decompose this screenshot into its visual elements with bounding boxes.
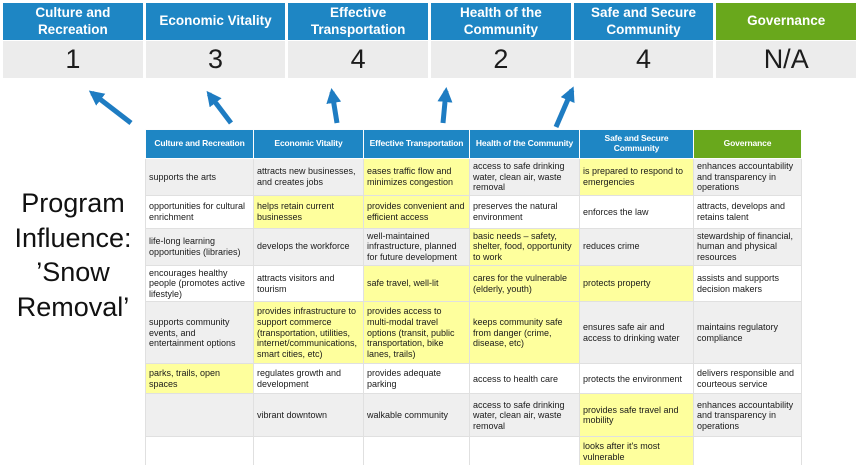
category-score-5: N/A	[716, 41, 856, 78]
matrix-cell-r2-c5: enforces the law	[580, 195, 694, 228]
matrix-cell-r3-c2: develops the workforce	[254, 228, 364, 265]
matrix-column-header-5: Governance	[694, 130, 802, 159]
matrix-row-6	[146, 364, 802, 394]
category-score-0: 1	[3, 41, 143, 78]
matrix-cell-r1-c6: enhances accountability and transparency in operations	[694, 159, 802, 196]
matrix-cell-r2-c1: opportunities for cultural enrichment	[146, 195, 254, 228]
arrow-health-community	[443, 91, 446, 123]
matrix-cell-r6-c4: access to health care	[470, 364, 580, 394]
arrow-safe-secure	[556, 90, 572, 127]
matrix-cell-r5-c5: ensures safe air and access to drinking water	[580, 302, 694, 364]
matrix-cell-r1-c1: supports the arts	[146, 159, 254, 196]
category-score-3: 2	[431, 41, 571, 78]
category-score-2: 4	[288, 41, 428, 78]
matrix-cell-r2-c6: attracts, develops and retains talent	[694, 195, 802, 228]
arrow-effective-transportation	[332, 92, 337, 123]
matrix-cell-r7-c4: access to safe drinking water, clean air, waste removal	[470, 394, 580, 437]
score-band-headers	[3, 3, 856, 40]
score-band-scores	[3, 41, 856, 78]
matrix-cell-r6-c6: delivers responsible and courteous service	[694, 364, 802, 394]
matrix-cell-r7-c1	[146, 394, 254, 437]
matrix-cell-r1-c5: is prepared to respond to emergencies	[580, 159, 694, 196]
matrix-cell-r5-c2: provides infrastructure to support commerce (transportation, utilities, internet/communications, smart cities, etc)	[254, 302, 364, 364]
matrix-column-header-4: Safe and Secure Community	[580, 130, 694, 159]
matrix-column-header-0: Culture and Recreation	[146, 130, 254, 159]
matrix-cell-r5-c4: keeps community safe from danger (crime, disease, etc)	[470, 302, 580, 364]
matrix-cell-r3-c1: life-long learning opportunities (libraries)	[146, 228, 254, 265]
matrix-cell-r4-c1: encourages healthy people (promotes active lifestyle)	[146, 265, 254, 302]
matrix-column-header-1: Economic Vitality	[254, 130, 364, 159]
category-score-1: 3	[146, 41, 286, 78]
matrix-cell-r8-c5: looks after it's most vulnerable	[580, 437, 694, 465]
matrix-cell-r3-c6: stewardship of financial, human and physical resources	[694, 228, 802, 265]
matrix-row-8	[146, 437, 802, 465]
influence-matrix-table	[145, 129, 802, 465]
matrix-cell-r3-c5: reduces crime	[580, 228, 694, 265]
matrix-cell-r1-c2: attracts new businesses, and creates jobs	[254, 159, 364, 196]
matrix-cell-r7-c3: walkable community	[364, 394, 470, 437]
matrix-cell-r4-c3: safe travel, well-lit	[364, 265, 470, 302]
matrix-row-3	[146, 228, 802, 265]
matrix-cell-r8-c3	[364, 437, 470, 465]
matrix-cell-r7-c2: vibrant downtown	[254, 394, 364, 437]
category-header-0: Culture and Recreation	[3, 3, 143, 40]
matrix-cell-r5-c6: maintains regulatory compliance	[694, 302, 802, 364]
matrix-row-2	[146, 195, 802, 228]
matrix-row-5	[146, 302, 802, 364]
matrix-cell-r4-c5: protects property	[580, 265, 694, 302]
matrix-cell-r4-c2: attracts visitors and tourism	[254, 265, 364, 302]
matrix-header-row	[146, 130, 802, 159]
matrix-cell-r8-c1	[146, 437, 254, 465]
matrix-cell-r4-c4: cares for the vulnerable (elderly, youth)	[470, 265, 580, 302]
matrix-cell-r8-c2	[254, 437, 364, 465]
matrix-cell-r6-c2: regulates growth and development	[254, 364, 364, 394]
category-header-5: Governance	[716, 3, 856, 40]
matrix-cell-r8-c4	[470, 437, 580, 465]
category-header-2: Effective Transportation	[288, 3, 428, 40]
matrix-cell-r6-c1: parks, trails, open spaces	[146, 364, 254, 394]
category-header-4: Safe and Secure Community	[574, 3, 714, 40]
category-header-1: Economic Vitality	[146, 3, 286, 40]
matrix-cell-r5-c1: supports community events, and entertainment options	[146, 302, 254, 364]
matrix-column-header-3: Health of the Community	[470, 130, 580, 159]
matrix-cell-r4-c6: assists and supports decision makers	[694, 265, 802, 302]
matrix-cell-r6-c5: protects the environment	[580, 364, 694, 394]
matrix-cell-r2-c4: preserves the natural environment	[470, 195, 580, 228]
matrix-cell-r7-c6: enhances accountability and transparency in operations	[694, 394, 802, 437]
matrix-cell-r5-c3: provides access to multi-modal travel options (transit, public transportation, bike lanes, trails)	[364, 302, 470, 364]
matrix-column-header-2: Effective Transportation	[364, 130, 470, 159]
program-influence-title: Program Influence: ’Snow Removal’	[14, 188, 132, 322]
matrix-cell-r3-c3: well-maintained infrastructure, planned for future development	[364, 228, 470, 265]
category-header-3: Health of the Community	[431, 3, 571, 40]
arrow-economic-vitality	[209, 94, 231, 123]
matrix-cell-r2-c2: helps retain current businesses	[254, 195, 364, 228]
arrow-culture-recreation	[92, 93, 131, 123]
matrix-row-7	[146, 394, 802, 437]
matrix-cell-r7-c5: provides safe travel and mobility	[580, 394, 694, 437]
matrix-cell-r6-c3: provides adequate parking	[364, 364, 470, 394]
category-score-4: 4	[574, 41, 714, 78]
matrix-cell-r1-c4: access to safe drinking water, clean air, waste removal	[470, 159, 580, 196]
matrix-cell-r3-c4: basic needs – safety, shelter, food, opportunity to work	[470, 228, 580, 265]
score-band	[3, 3, 856, 78]
matrix-row-4	[146, 265, 802, 302]
matrix-cell-r8-c6	[694, 437, 802, 465]
matrix-cell-r2-c3: provides convenient and efficient access	[364, 195, 470, 228]
matrix-row-1	[146, 159, 802, 196]
matrix-cell-r1-c3: eases traffic flow and minimizes congestion	[364, 159, 470, 196]
